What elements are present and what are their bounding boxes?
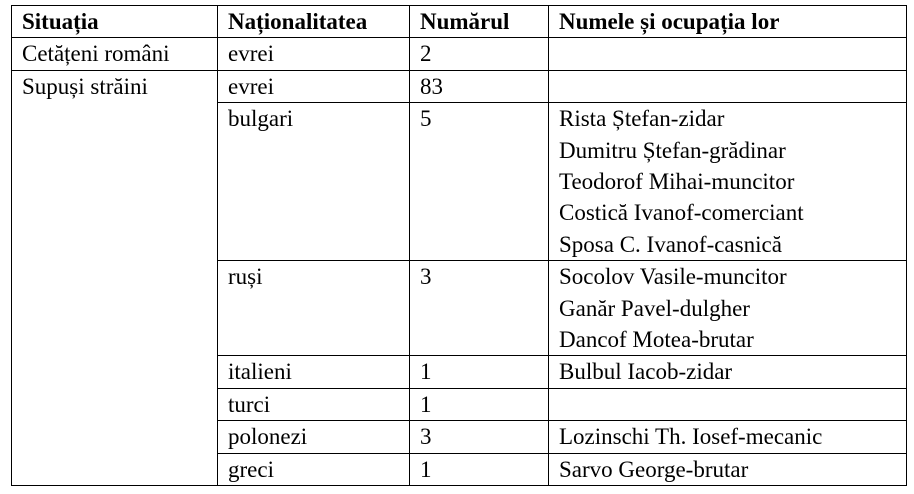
table-body [12,38,907,486]
names-cell [549,70,907,102]
nationality-cell: greci [218,453,410,485]
header-row [12,6,907,38]
nationality-cell: italieni [218,356,410,388]
names-cell [549,453,907,485]
situation-cell: Supuși străini [12,70,218,485]
name-entry: Rista Ștefan-zidar [559,106,725,132]
number-cell: 3 [410,421,549,453]
name-entry: Sarvo George-brutar [559,456,749,482]
table-header [12,6,907,38]
table-row [12,70,907,102]
names-cell [549,38,907,70]
nationality-cell: evrei [218,70,410,102]
name-entry: Dumitru Ștefan-grădinar [559,137,786,163]
name-entry: Lozinschi Th. Iosef-mecanic [559,424,823,450]
nationality-table [11,5,907,486]
nationality-cell: bulgari [218,103,410,261]
number-cell: 3 [410,261,549,356]
header-number: Numărul [410,6,549,38]
name-entry: Dancof Motea-brutar [559,327,754,353]
name-entry: Socolov Vasile-muncitor [559,264,787,290]
situation-cell: Cetățeni români [12,38,218,70]
name-entry: Sposa C. Ivanof-casnică [559,231,782,257]
names-cell [549,261,907,356]
names-cell [549,103,907,261]
name-entry: Bulbul Iacob-zidar [559,359,733,385]
number-cell: 5 [410,103,549,261]
number-cell: 83 [410,70,549,102]
table-row [12,38,907,70]
nationality-cell: ruși [218,261,410,356]
number-cell: 1 [410,388,549,420]
header-situation: Situația [12,6,218,38]
number-cell: 2 [410,38,549,70]
nationality-cell: polonezi [218,421,410,453]
header-nationality: Naționalitatea [218,6,410,38]
number-cell: 1 [410,356,549,388]
names-cell [549,356,907,388]
nationality-cell: evrei [218,38,410,70]
name-entry: Ganăr Pavel-dulgher [559,295,750,321]
header-names-occupation: Numele și ocupația lor [549,6,907,38]
name-entry: Costică Ivanof-comerciant [559,200,804,226]
number-cell: 1 [410,453,549,485]
nationality-cell: turci [218,388,410,420]
names-cell [549,388,907,420]
names-cell [549,421,907,453]
name-entry: Teodorof Mihai-muncitor [559,169,795,195]
